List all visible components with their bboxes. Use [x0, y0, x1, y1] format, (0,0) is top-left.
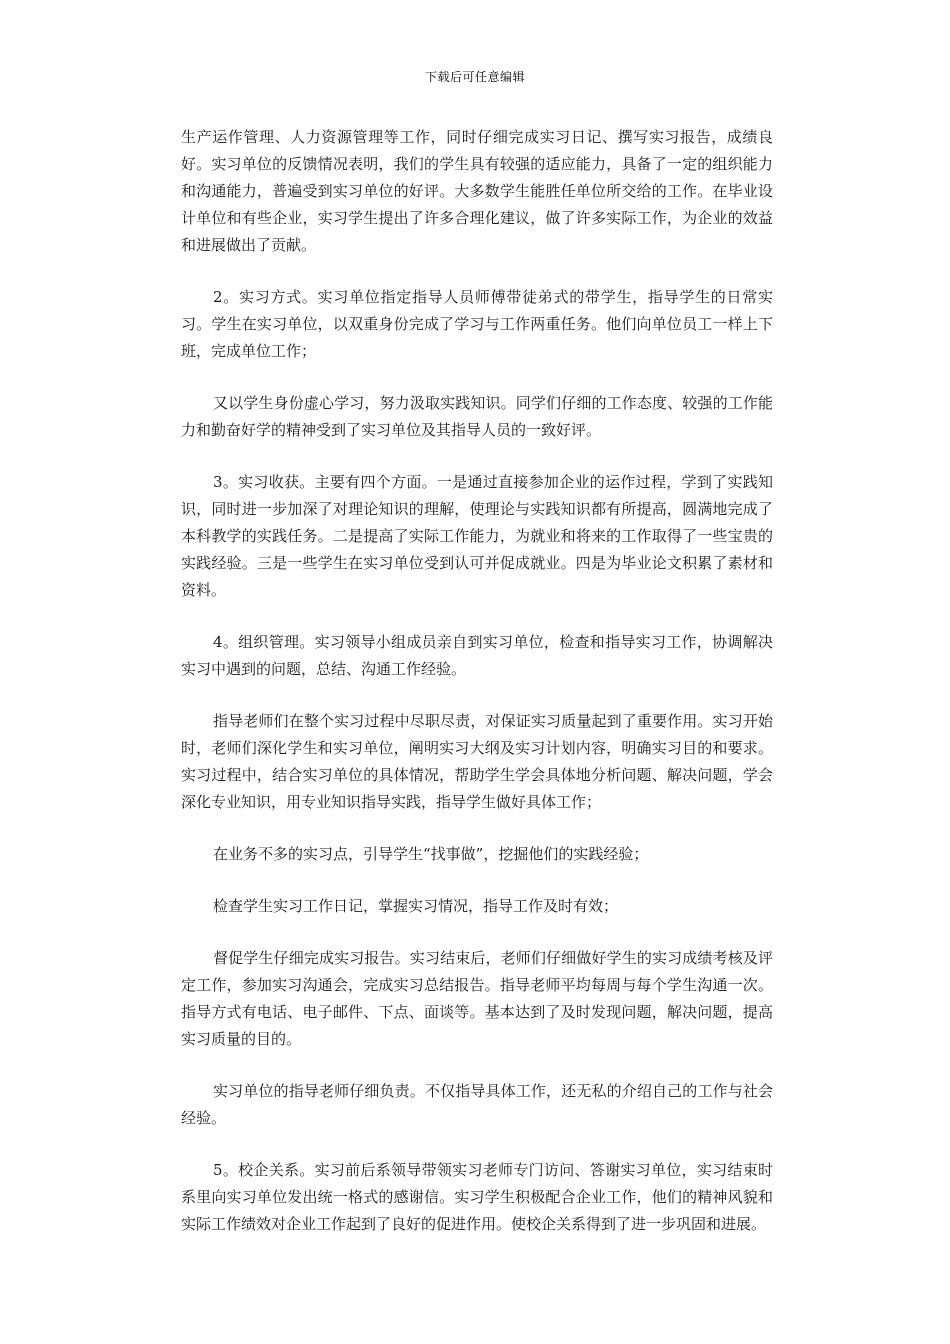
- paragraph-supervise-report: 督促学生仔细完成实习报告。实习结束后，老师们仔细做好学生的实习成绩考核及评定工作，参加实习沟通会，完成实习总结报告。指导老师平均每周与每个学生沟通一次。指导方式有电话、电子邮件、下点、面谈等。基本达到了及时发现问题，解决问题，提高实习质量的目的。: [181, 949, 773, 1048]
- paragraph-school-enterprise: 5。校企关系。实习前后系领导带领实习老师专门访问、答谢实习单位，实习结束时系里向实习单位发出统一格式的感谢信。实习学生积极配合企业工作，他们的精神风貌和实际工作绩效对企业工作起到了良好的促进作用。使校企关系得到了进一步巩固和进展。: [181, 1161, 773, 1233]
- paragraph-internship-method: 2。实习方式。实习单位指定指导人员师傅带徒弟式的带学生，指导学生的日常实习。学生在实习单位，以双重身份完成了学习与工作两重任务。他们向单位员工一样上下班，完成单位工作；: [181, 288, 773, 360]
- paragraph-unit-instructors: 实习单位的指导老师仔细负责。不仅指导具体工作，还无私的介绍自己的工作与社会经验。: [181, 1082, 773, 1127]
- paragraph-organization-management: 4。组织管理。实习领导小组成员亲自到实习单位，检查和指导实习工作，协调解决实习中遇到的问题，总结、沟通工作经验。: [181, 633, 773, 678]
- paragraph-check-diary: 检查学生实习工作日记，掌握实习情况，指导工作及时有效；: [213, 897, 619, 915]
- paragraph-instructors-duty: 指导老师们在整个实习过程中尽职尽责，对保证实习质量起到了重要作用。实习开始时，老师们深化学生和实习单位，阐明实习大纲及实习计划内容，明确实习目的和要求。实习过程中，结合实习单位的具体情况，帮助学生学会具体地分析问题、解决问题，学会深化专业知识，用专业知识指导实践，指导学生做好具体工作；: [181, 712, 773, 811]
- paragraph-guide-students: 在业务不多的实习点，引导学生“找事做”，挖掘他们的实践经验；: [213, 845, 649, 863]
- paragraph-student-identity: 又以学生身份虚心学习，努力汲取实践知识。同学们仔细的工作态度、较强的工作能力和勤奋好学的精神受到了实习单位及其指导人员的一致好评。: [181, 394, 773, 439]
- page-header: 下载后可任意编辑: [424, 70, 525, 84]
- document-body: [181, 124, 773, 1263]
- paragraph-continuation: 生产运作管理、人力资源管理等工作，同时仔细完成实习日记、撰写实习报告，成绩良好。实习单位的反馈情况表明，我们的学生具有较强的适应能力，具备了一定的组织能力和沟通能力，普遍受到实习单位的好评。大多数学生能胜任单位所交给的工作。在毕业设计单位和有些企业，实习学生提出了许多合理化建议，做了许多实际工作，为企业的效益和进展做出了贡献。: [181, 128, 773, 254]
- paragraph-internship-gains: 3。实习收获。主要有四个方面。一是通过直接参加企业的运作过程，学到了实践知识，同时进一步加深了对理论知识的理解，使理论与实践知识都有所提高，圆满地完成了本科教学的实践任务。二是提高了实际工作能力，为就业和将来的工作取得了一些宝贵的实践经验。三是一些学生在实习单位受到认可并促成就业。四是为毕业论文积累了素材和资料。: [181, 473, 773, 599]
